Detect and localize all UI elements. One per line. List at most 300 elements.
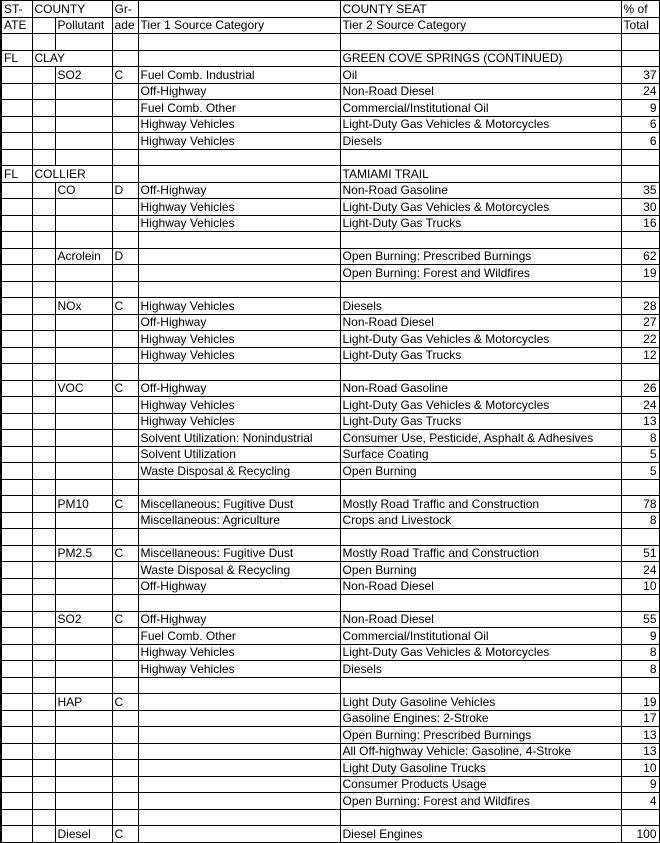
- cell-tier2: Open Burning: Prescribed Burnings: [340, 248, 621, 265]
- cell-tier1: [138, 529, 340, 546]
- cell-pct: 9: [621, 628, 659, 645]
- table-row: [1, 578, 659, 595]
- cell-pct: 8: [621, 430, 659, 447]
- cell-state: [1, 446, 32, 463]
- blank-row: [1, 232, 659, 249]
- cell-pollutant: [55, 215, 112, 232]
- cell-pct: 10: [621, 760, 659, 777]
- cell-tier2: All Off-highway Vehicle: Gasoline, 4-Stroke: [340, 743, 621, 760]
- cell-tier1: [138, 595, 340, 612]
- cell-pct: [621, 149, 659, 166]
- table-row: [1, 199, 659, 216]
- cell-tier1: Highway Vehicles: [138, 133, 340, 150]
- cell-pollutant: [55, 793, 112, 810]
- cell-grade: [112, 743, 138, 760]
- cell-county: [32, 578, 55, 595]
- cell-grade: [112, 661, 138, 678]
- cell-tier2: Open Burning: Forest and Wildfires: [340, 793, 621, 810]
- cell-pollutant: [55, 265, 112, 282]
- cell-state: [1, 809, 32, 826]
- header-county-seat: COUNTY SEAT: [340, 1, 621, 18]
- table-row: [1, 248, 659, 265]
- cell-pct: 100: [621, 826, 659, 843]
- cell-tier1: [138, 34, 340, 51]
- cell-pct: 13: [621, 727, 659, 744]
- table-row: [1, 83, 659, 100]
- cell-state: [1, 397, 32, 414]
- cell-state: [1, 149, 32, 166]
- cell-state: [1, 628, 32, 645]
- cell-tier2: Non-Road Diesel: [340, 83, 621, 100]
- cell-pollutant: [55, 314, 112, 331]
- cell-pct: 9: [621, 100, 659, 117]
- table-row: [1, 314, 659, 331]
- cell-pct: 62: [621, 248, 659, 265]
- cell-pct: 4: [621, 793, 659, 810]
- cell-pct: 55: [621, 611, 659, 628]
- cell-pct: 28: [621, 298, 659, 315]
- cell-state: [1, 463, 32, 480]
- table-row: [1, 496, 659, 513]
- county-row: [1, 50, 659, 67]
- cell-tier1: [138, 727, 340, 744]
- cell-tier2: Light Duty Gasoline Vehicles: [340, 694, 621, 711]
- cell-grade: [112, 232, 138, 249]
- cell-state: [1, 331, 32, 348]
- cell-tier2: Non-Road Gasoline: [340, 182, 621, 199]
- cell-grade: [112, 446, 138, 463]
- cell-state: [1, 826, 32, 843]
- cell-tier1: Highway Vehicles: [138, 199, 340, 216]
- header-grade-2: ade: [112, 17, 138, 34]
- cell-pollutant: [55, 133, 112, 150]
- cell-grade: C: [112, 545, 138, 562]
- table-row: [1, 776, 659, 793]
- cell-grade: [112, 760, 138, 777]
- blank-row: [1, 529, 659, 546]
- cell-tier1: Fuel Comb. Other: [138, 100, 340, 117]
- header-pct-2: Total: [621, 17, 659, 34]
- cell-state: [1, 496, 32, 513]
- table-row: [1, 347, 659, 364]
- cell-county: [32, 446, 55, 463]
- cell-grade: [112, 809, 138, 826]
- cell-county: [32, 215, 55, 232]
- cell-state: [1, 710, 32, 727]
- cell-tier1: Off-Highway: [138, 314, 340, 331]
- cell-grade: [112, 133, 138, 150]
- cell-county: [32, 743, 55, 760]
- cell-grade: [112, 83, 138, 100]
- cell-tier2: Open Burning: [340, 463, 621, 480]
- table-row: [1, 628, 659, 645]
- cell-state: [1, 562, 32, 579]
- cell-county: [32, 380, 55, 397]
- cell-tier1: Off-Highway: [138, 83, 340, 100]
- cell-tier2: Oil: [340, 67, 621, 84]
- table-row: [1, 446, 659, 463]
- cell-tier2: Consumer Products Usage: [340, 776, 621, 793]
- cell-pct: 19: [621, 265, 659, 282]
- cell-pct: 13: [621, 743, 659, 760]
- cell-tier1: Off-Highway: [138, 578, 340, 595]
- cell-pct: 16: [621, 215, 659, 232]
- cell-state: [1, 34, 32, 51]
- cell-state: [1, 67, 32, 84]
- table-row: [1, 727, 659, 744]
- cell-state: [1, 743, 32, 760]
- cell-state: [1, 413, 32, 430]
- cell-county: [32, 430, 55, 447]
- cell-county: [32, 809, 55, 826]
- cell-grade: [112, 793, 138, 810]
- cell-pct: 22: [621, 331, 659, 348]
- cell-county: [32, 463, 55, 480]
- cell-state: [1, 215, 32, 232]
- cell-tier2: Light-Duty Gas Vehicles & Motorcycles: [340, 116, 621, 133]
- table-row: [1, 760, 659, 777]
- cell-county: [32, 298, 55, 315]
- cell-pollutant: [55, 644, 112, 661]
- cell-tier1: Highway Vehicles: [138, 116, 340, 133]
- cell-state: [1, 727, 32, 744]
- cell-pollutant: [55, 677, 112, 694]
- cell-tier1: Miscellaneous: Agriculture: [138, 512, 340, 529]
- cell-county: [32, 710, 55, 727]
- cell-tier2: Non-Road Gasoline: [340, 380, 621, 397]
- cell-pollutant: [55, 413, 112, 430]
- cell-tier1: [138, 760, 340, 777]
- cell-state: [1, 611, 32, 628]
- cell-pollutant: [55, 710, 112, 727]
- cell-tier2: Crops and Livestock: [340, 512, 621, 529]
- cell-pollutant: [55, 727, 112, 744]
- blank-row: [1, 809, 659, 826]
- cell-pct: [621, 364, 659, 381]
- cell-state: [1, 578, 32, 595]
- blank-row: [1, 595, 659, 612]
- cell-state: [1, 529, 32, 546]
- cell-grade: [112, 413, 138, 430]
- cell-tier2: Diesel Engines: [340, 826, 621, 843]
- cell-state: [1, 248, 32, 265]
- cell-tier1: Highway Vehicles: [138, 347, 340, 364]
- cell-grade: [112, 710, 138, 727]
- cell-grade: [112, 512, 138, 529]
- header-row-2: [1, 17, 659, 34]
- table-row: [1, 512, 659, 529]
- cell-tier1: Highway Vehicles: [138, 413, 340, 430]
- cell-tier2: Open Burning: [340, 562, 621, 579]
- cell-pollutant: [55, 529, 112, 546]
- cell-county: [32, 562, 55, 579]
- cell-county: [32, 628, 55, 645]
- cell-tier2: Surface Coating: [340, 446, 621, 463]
- cell-state: [1, 430, 32, 447]
- cell-grade: C: [112, 67, 138, 84]
- cell-grade: C: [112, 496, 138, 513]
- header-state: ST-: [1, 1, 32, 18]
- cell-pollutant: CO: [55, 182, 112, 199]
- cell-grade: [112, 727, 138, 744]
- cell-grade: [112, 50, 138, 67]
- blank-row: [1, 34, 659, 51]
- cell-tier2: [340, 809, 621, 826]
- cell-grade: [112, 562, 138, 579]
- table-row: [1, 265, 659, 282]
- cell-pollutant: SO2: [55, 67, 112, 84]
- cell-state: [1, 479, 32, 496]
- cell-tier1: Off-Highway: [138, 380, 340, 397]
- cell-tier1: [138, 265, 340, 282]
- table-row: [1, 545, 659, 562]
- cell-pollutant: [55, 578, 112, 595]
- cell-tier2: Light-Duty Gas Vehicles & Motorcycles: [340, 397, 621, 414]
- cell-pct: [621, 50, 659, 67]
- cell-pollutant: [55, 595, 112, 612]
- cell-pollutant: [55, 661, 112, 678]
- header-pct: % of: [621, 1, 659, 18]
- cell-county: [32, 793, 55, 810]
- cell-pct: 5: [621, 446, 659, 463]
- cell-county: [32, 331, 55, 348]
- cell-tier2: Commercial/Institutional Oil: [340, 100, 621, 117]
- cell-state: [1, 793, 32, 810]
- cell-pct: [621, 232, 659, 249]
- cell-pct: [621, 529, 659, 546]
- cell-tier1: [138, 364, 340, 381]
- cell-pollutant: [55, 628, 112, 645]
- cell-pct: 24: [621, 83, 659, 100]
- cell-grade: D: [112, 248, 138, 265]
- cell-pct: [621, 34, 659, 51]
- cell-state: [1, 298, 32, 315]
- cell-state: [1, 314, 32, 331]
- cell-tier1: Miscellaneous: Fugitive Dust: [138, 545, 340, 562]
- cell-state: [1, 661, 32, 678]
- cell-county: [32, 347, 55, 364]
- cell-state: [1, 232, 32, 249]
- header-county: COUNTY: [32, 1, 112, 18]
- cell-tier2: Gasoline Engines: 2-Stroke: [340, 710, 621, 727]
- table-row: [1, 793, 659, 810]
- cell-tier2: [340, 34, 621, 51]
- cell-pollutant: Diesel: [55, 826, 112, 843]
- cell-grade: [112, 644, 138, 661]
- cell-tier2: Light-Duty Gas Vehicles & Motorcycles: [340, 199, 621, 216]
- cell-county: [32, 677, 55, 694]
- cell-state: [1, 545, 32, 562]
- cell-tier2: [340, 595, 621, 612]
- cell-pct: 78: [621, 496, 659, 513]
- cell-tier1: [138, 479, 340, 496]
- cell-tier2: Diesels: [340, 133, 621, 150]
- cell-pct: 6: [621, 116, 659, 133]
- cell-tier2: Diesels: [340, 661, 621, 678]
- cell-tier2: [340, 149, 621, 166]
- cell-pct: 24: [621, 397, 659, 414]
- header-state-2: ATE: [1, 17, 32, 34]
- cell-pollutant: [55, 743, 112, 760]
- cell-grade: [112, 116, 138, 133]
- cell-pollutant: [55, 760, 112, 777]
- cell-state: [1, 182, 32, 199]
- cell-county: [32, 281, 55, 298]
- table-row: [1, 661, 659, 678]
- cell-state: [1, 595, 32, 612]
- table-row: [1, 413, 659, 430]
- blank-row: [1, 479, 659, 496]
- cell-pollutant: Acrolein: [55, 248, 112, 265]
- cell-county: [32, 595, 55, 612]
- cell-state: [1, 380, 32, 397]
- cell-tier1: Highway Vehicles: [138, 298, 340, 315]
- cell-pollutant: [55, 364, 112, 381]
- blank-row: [1, 149, 659, 166]
- cell-grade: [112, 595, 138, 612]
- table-row: [1, 397, 659, 414]
- cell-tier2: Light-Duty Gas Vehicles & Motorcycles: [340, 644, 621, 661]
- header-tier1-blank: [138, 1, 340, 18]
- cell-tier1: Highway Vehicles: [138, 644, 340, 661]
- cell-grade: [112, 166, 138, 183]
- cell-tier1: [138, 50, 340, 67]
- cell-tier2: Diesels: [340, 298, 621, 315]
- cell-tier1: [138, 677, 340, 694]
- cell-pollutant: [55, 232, 112, 249]
- cell-grade: [112, 215, 138, 232]
- cell-pollutant: [55, 331, 112, 348]
- table-row: [1, 380, 659, 397]
- cell-tier2: [340, 281, 621, 298]
- cell-state: [1, 199, 32, 216]
- cell-pct: [621, 677, 659, 694]
- cell-grade: C: [112, 611, 138, 628]
- cell-state: [1, 83, 32, 100]
- cell-tier2: Non-Road Diesel: [340, 314, 621, 331]
- cell-pct: 24: [621, 562, 659, 579]
- cell-pollutant: [55, 479, 112, 496]
- cell-pollutant: [55, 199, 112, 216]
- cell-tier1: Waste Disposal & Recycling: [138, 463, 340, 480]
- table-row: [1, 644, 659, 661]
- cell-county: [32, 694, 55, 711]
- cell-tier1: Highway Vehicles: [138, 215, 340, 232]
- cell-pct: 27: [621, 314, 659, 331]
- cell-state: [1, 694, 32, 711]
- cell-county: [32, 34, 55, 51]
- cell-tier1: [138, 166, 340, 183]
- cell-county: [32, 512, 55, 529]
- cell-tier1: [138, 232, 340, 249]
- cell-state: [1, 776, 32, 793]
- cell-grade: [112, 529, 138, 546]
- cell-pollutant: [55, 83, 112, 100]
- cell-pct: 37: [621, 67, 659, 84]
- cell-pct: 17: [621, 710, 659, 727]
- cell-county: [32, 364, 55, 381]
- cell-state: FL: [1, 50, 32, 67]
- header-row-1: [1, 1, 659, 18]
- cell-pollutant: [55, 776, 112, 793]
- cell-grade: [112, 364, 138, 381]
- cell-tier1: [138, 776, 340, 793]
- header-tier1: Tier 1 Source Category: [138, 17, 340, 34]
- cell-pollutant: [55, 562, 112, 579]
- cell-county: [32, 100, 55, 117]
- cell-grade: [112, 430, 138, 447]
- header-pollutant: Pollutant: [55, 17, 112, 34]
- cell-pollutant: HAP: [55, 694, 112, 711]
- cell-grade: [112, 463, 138, 480]
- cell-tier1: Off-Highway: [138, 611, 340, 628]
- cell-pct: 8: [621, 512, 659, 529]
- cell-county: [32, 248, 55, 265]
- cell-tier2: Light-Duty Gas Trucks: [340, 215, 621, 232]
- cell-grade: [112, 578, 138, 595]
- cell-tier1: [138, 281, 340, 298]
- cell-tier2: Non-Road Diesel: [340, 611, 621, 628]
- cell-tier2: Commercial/Institutional Oil: [340, 628, 621, 645]
- table-row: [1, 133, 659, 150]
- cell-tier1: [138, 793, 340, 810]
- cell-pct: [621, 809, 659, 826]
- cell-tier1: Solvent Utilization: Nonindustrial: [138, 430, 340, 447]
- cell-grade: C: [112, 380, 138, 397]
- cell-state: [1, 512, 32, 529]
- header-county-blank: [32, 17, 55, 34]
- cell-tier2: [340, 479, 621, 496]
- cell-grade: [112, 314, 138, 331]
- cell-pct: 13: [621, 413, 659, 430]
- cell-pollutant: [55, 149, 112, 166]
- cell-pollutant: [55, 463, 112, 480]
- cell-county: [32, 727, 55, 744]
- cell-tier1: [138, 826, 340, 843]
- cell-pollutant: NOx: [55, 298, 112, 315]
- cell-pct: 6: [621, 133, 659, 150]
- cell-pollutant: PM10: [55, 496, 112, 513]
- cell-county: [32, 479, 55, 496]
- cell-county: [32, 644, 55, 661]
- county-row: [1, 166, 659, 183]
- blank-row: [1, 281, 659, 298]
- table-row: [1, 331, 659, 348]
- table-row: [1, 298, 659, 315]
- cell-pollutant: VOC: [55, 380, 112, 397]
- cell-pct: [621, 281, 659, 298]
- cell-county: [32, 83, 55, 100]
- cell-county: [32, 776, 55, 793]
- cell-grade: C: [112, 826, 138, 843]
- cell-county-seat: TAMIAMI TRAIL: [340, 166, 621, 183]
- cell-county-name: COLLIER: [32, 166, 112, 183]
- cell-tier2: [340, 232, 621, 249]
- cell-tier2: Light-Duty Gas Vehicles & Motorcycles: [340, 331, 621, 348]
- cell-county: [32, 182, 55, 199]
- cell-pollutant: [55, 100, 112, 117]
- table-row: [1, 743, 659, 760]
- cell-county: [32, 149, 55, 166]
- header-grade: Gr-: [112, 1, 138, 18]
- cell-county-seat: GREEN COVE SPRINGS (CONTINUED): [340, 50, 621, 67]
- cell-county: [32, 760, 55, 777]
- cell-tier1: [138, 809, 340, 826]
- cell-county-name: CLAY: [32, 50, 112, 67]
- table-row: [1, 215, 659, 232]
- cell-pct: 19: [621, 694, 659, 711]
- cell-tier2: Open Burning: Forest and Wildfires: [340, 265, 621, 282]
